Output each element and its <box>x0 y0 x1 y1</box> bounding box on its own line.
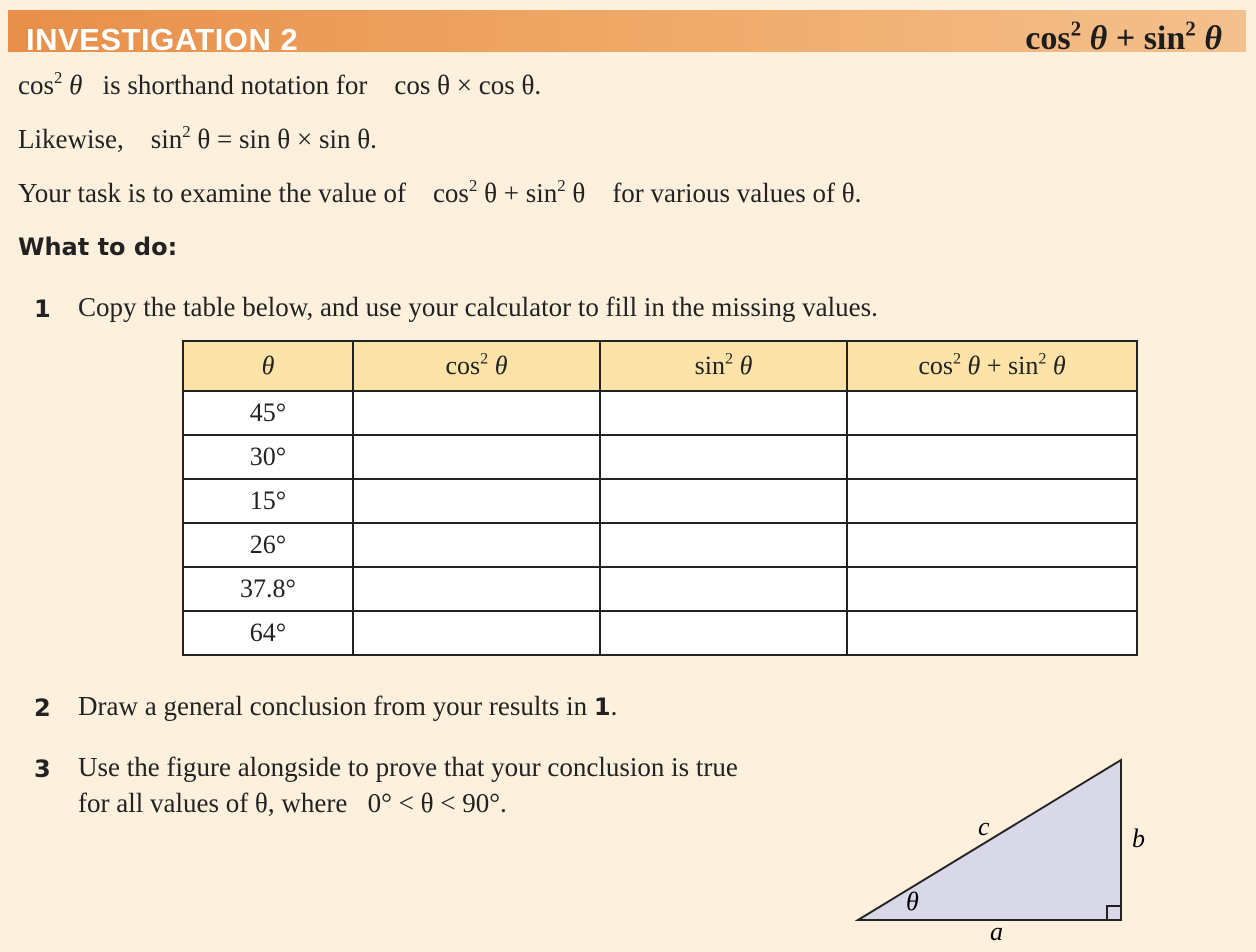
cell-empty[interactable] <box>600 391 847 435</box>
cell-empty[interactable] <box>353 479 600 523</box>
cell-empty[interactable] <box>353 435 600 479</box>
label-c: c <box>978 812 990 841</box>
cell-empty[interactable] <box>353 567 600 611</box>
header-title: INVESTIGATION 2 <box>26 22 299 57</box>
investigation-header <box>8 10 1246 57</box>
theta-value: 45° <box>183 391 353 435</box>
table-row <box>183 523 1137 567</box>
table-row <box>183 567 1137 611</box>
intro-line-3: Your task is to examine the value of $\cos^2 \theta + \sin^2 \theta$ for various values of θ. <box>18 176 862 208</box>
what-to-do-heading: What to do: <box>18 233 178 261</box>
q3-number: 3 <box>34 755 51 783</box>
q2-text: Draw a general conclusion from your results in 1. <box>78 691 618 721</box>
header-formula: $\cos^2 \theta + \sin^2 \theta$ <box>1025 16 1222 57</box>
q1-text: Copy the table below, and use your calculator to fill in the missing values. <box>78 292 878 322</box>
table-row <box>183 611 1137 655</box>
cell-empty[interactable] <box>847 391 1137 435</box>
cell-empty[interactable] <box>353 611 600 655</box>
label-a: a <box>990 917 1003 945</box>
theta-value: 30° <box>183 435 353 479</box>
table-row <box>183 435 1137 479</box>
intro-line-1: $\cos^2 \theta$ is shorthand notation for cos θ × cos θ. <box>18 68 542 100</box>
label-theta: θ <box>906 887 919 916</box>
q3-text-1: Use the figure alongside to prove that your conclusion is true <box>78 752 738 782</box>
theta-value: 26° <box>183 523 353 567</box>
col-sin2: $\sin^2 \theta$ <box>600 341 847 391</box>
cell-empty[interactable] <box>600 523 847 567</box>
col-theta: θ <box>183 341 353 391</box>
table-row <box>183 391 1137 435</box>
col-cos2: $\cos^2 \theta$ <box>353 341 600 391</box>
cell-empty[interactable] <box>600 479 847 523</box>
col-sum: $\cos^2 \theta + \sin^2 \theta$ <box>847 341 1137 391</box>
cell-empty[interactable] <box>847 479 1137 523</box>
cell-empty[interactable] <box>847 523 1137 567</box>
q1-number: 1 <box>34 295 51 323</box>
cell-empty[interactable] <box>847 435 1137 479</box>
theta-value: 15° <box>183 479 353 523</box>
theta-value: 64° <box>183 611 353 655</box>
cell-empty[interactable] <box>353 391 600 435</box>
cell-empty[interactable] <box>847 567 1137 611</box>
intro-line-2: Likewise, $\sin^2 \theta = \sin \theta \times \sin \theta$. <box>18 122 377 154</box>
values-table <box>182 340 1138 656</box>
cell-empty[interactable] <box>600 435 847 479</box>
cell-empty[interactable] <box>600 567 847 611</box>
q2-number: 2 <box>34 694 51 722</box>
q3-text-2: for all values of θ, where 0° < θ < 90°. <box>78 788 507 818</box>
table-header-row <box>183 341 1137 391</box>
cell-empty[interactable] <box>353 523 600 567</box>
cell-empty[interactable] <box>600 611 847 655</box>
theta-value: 37.8° <box>183 567 353 611</box>
table-row <box>183 479 1137 523</box>
label-b: b <box>1132 824 1145 853</box>
cell-empty[interactable] <box>847 611 1137 655</box>
right-triangle-figure <box>850 755 1160 945</box>
